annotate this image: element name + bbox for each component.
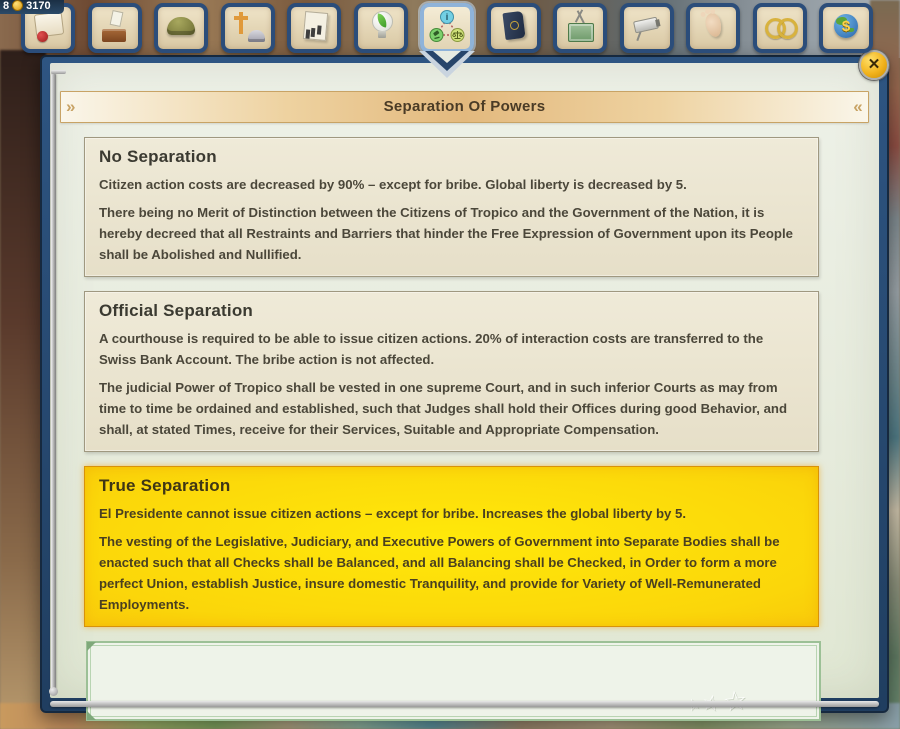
dialog-paper bbox=[50, 63, 879, 698]
hud-value-right: 3170 bbox=[26, 0, 51, 12]
option-effect-text: A courthouse is required to be able to issue citizen actions. 20% of interaction costs are transferred to the Swiss Bank Account. The bribe action is not affected. bbox=[99, 331, 764, 367]
active-tab-pointer-icon bbox=[419, 51, 475, 78]
dialog-bottom-rail bbox=[50, 701, 879, 707]
option-true-separation[interactable] bbox=[84, 466, 819, 627]
military-helmet-icon bbox=[161, 9, 201, 45]
close-button[interactable]: ✕ bbox=[859, 50, 889, 80]
politics-toolbar bbox=[21, 3, 873, 53]
option-decree-text: There being no Merit of Distinction between the Citizens of Tropico and the Government of the Nation, it is hereby decreed that all Restraints and Barriers that hinder the Free Expression of Government upon its People shall be Abolished and Nullified. bbox=[99, 205, 793, 262]
hud-value-left: 8 bbox=[3, 0, 10, 12]
option-title: No Separation bbox=[99, 147, 217, 166]
toolbar-button-elections[interactable] bbox=[88, 3, 142, 53]
toolbar-button-almanac[interactable] bbox=[287, 3, 341, 53]
childhood-foot-icon bbox=[693, 9, 733, 45]
separation-of-powers-dialog bbox=[40, 55, 889, 713]
media-tv-icon bbox=[560, 9, 600, 45]
toolbar-button-church-state[interactable] bbox=[221, 3, 275, 53]
surveillance-camera-icon bbox=[627, 9, 667, 45]
svg-text:i: i bbox=[445, 12, 449, 23]
separation-of-powers-icon bbox=[427, 9, 467, 45]
toolbar-button-immigration[interactable] bbox=[487, 3, 541, 53]
gold-coin-icon bbox=[12, 0, 23, 11]
toolbar-button-surveillance[interactable] bbox=[620, 3, 674, 53]
toolbar-button-marriage[interactable] bbox=[753, 3, 807, 53]
option-title: True Separation bbox=[99, 476, 231, 495]
dialog-title-banner bbox=[60, 91, 869, 123]
dialog-scrollbar[interactable] bbox=[51, 73, 56, 693]
toolbar-button-global-economy[interactable] bbox=[819, 3, 873, 53]
marriage-rings-icon bbox=[760, 9, 800, 45]
dialog-title: Separation Of Powers bbox=[383, 98, 546, 115]
treasury-hud-fragment bbox=[0, 0, 64, 14]
option-decree-text: The vesting of the Legislative, Judiciary, and Executive Powers of Government into Separate Bodies shall be enacted such that all Checks shall be Balanced, and all Balancing shall be Checked, in Order to form a more perfect Union, establish Justice, insure domestic Tranquility, and provide for Variety of Well-Remunerated Employments. bbox=[99, 534, 780, 612]
passport-icon bbox=[494, 9, 534, 45]
toolbar-button-military[interactable] bbox=[154, 3, 208, 53]
option-effect-text: El Presidente cannot issue citizen actions – except for bribe. Increases the global liberty by 5. bbox=[99, 506, 687, 521]
toolbar-button-ecology[interactable] bbox=[354, 3, 408, 53]
toolbar-button-media[interactable] bbox=[553, 3, 607, 53]
option-decree-text: The judicial Power of Tropico shall be vested in one supreme Court, and in such inferior Courts as may from time to time be ordained and established, such that Judges shall hold their Offices during good Behavior, and shall, at stated Times, receive for their Services, Suitable and Appropriate Compensation. bbox=[99, 380, 788, 437]
global-economy-icon bbox=[826, 9, 866, 45]
eco-lightbulb-icon bbox=[361, 9, 401, 45]
option-official-separation[interactable] bbox=[84, 291, 819, 452]
church-state-icon bbox=[228, 9, 268, 45]
result-panel bbox=[86, 641, 821, 721]
option-no-separation[interactable] bbox=[84, 137, 819, 277]
toolbar-button-childhood[interactable] bbox=[686, 3, 740, 53]
option-effect-text: Citizen action costs are decreased by 90% – except for bribe. Global liberty is decreased by 5. bbox=[99, 177, 687, 192]
toolbar-button-separation-of-powers[interactable] bbox=[420, 3, 474, 53]
almanac-report-icon bbox=[294, 9, 334, 45]
ballot-box-icon bbox=[95, 9, 135, 45]
option-title: Official Separation bbox=[99, 301, 254, 320]
corner-decoration bbox=[87, 711, 96, 720]
edict-scroll-icon bbox=[28, 9, 68, 45]
